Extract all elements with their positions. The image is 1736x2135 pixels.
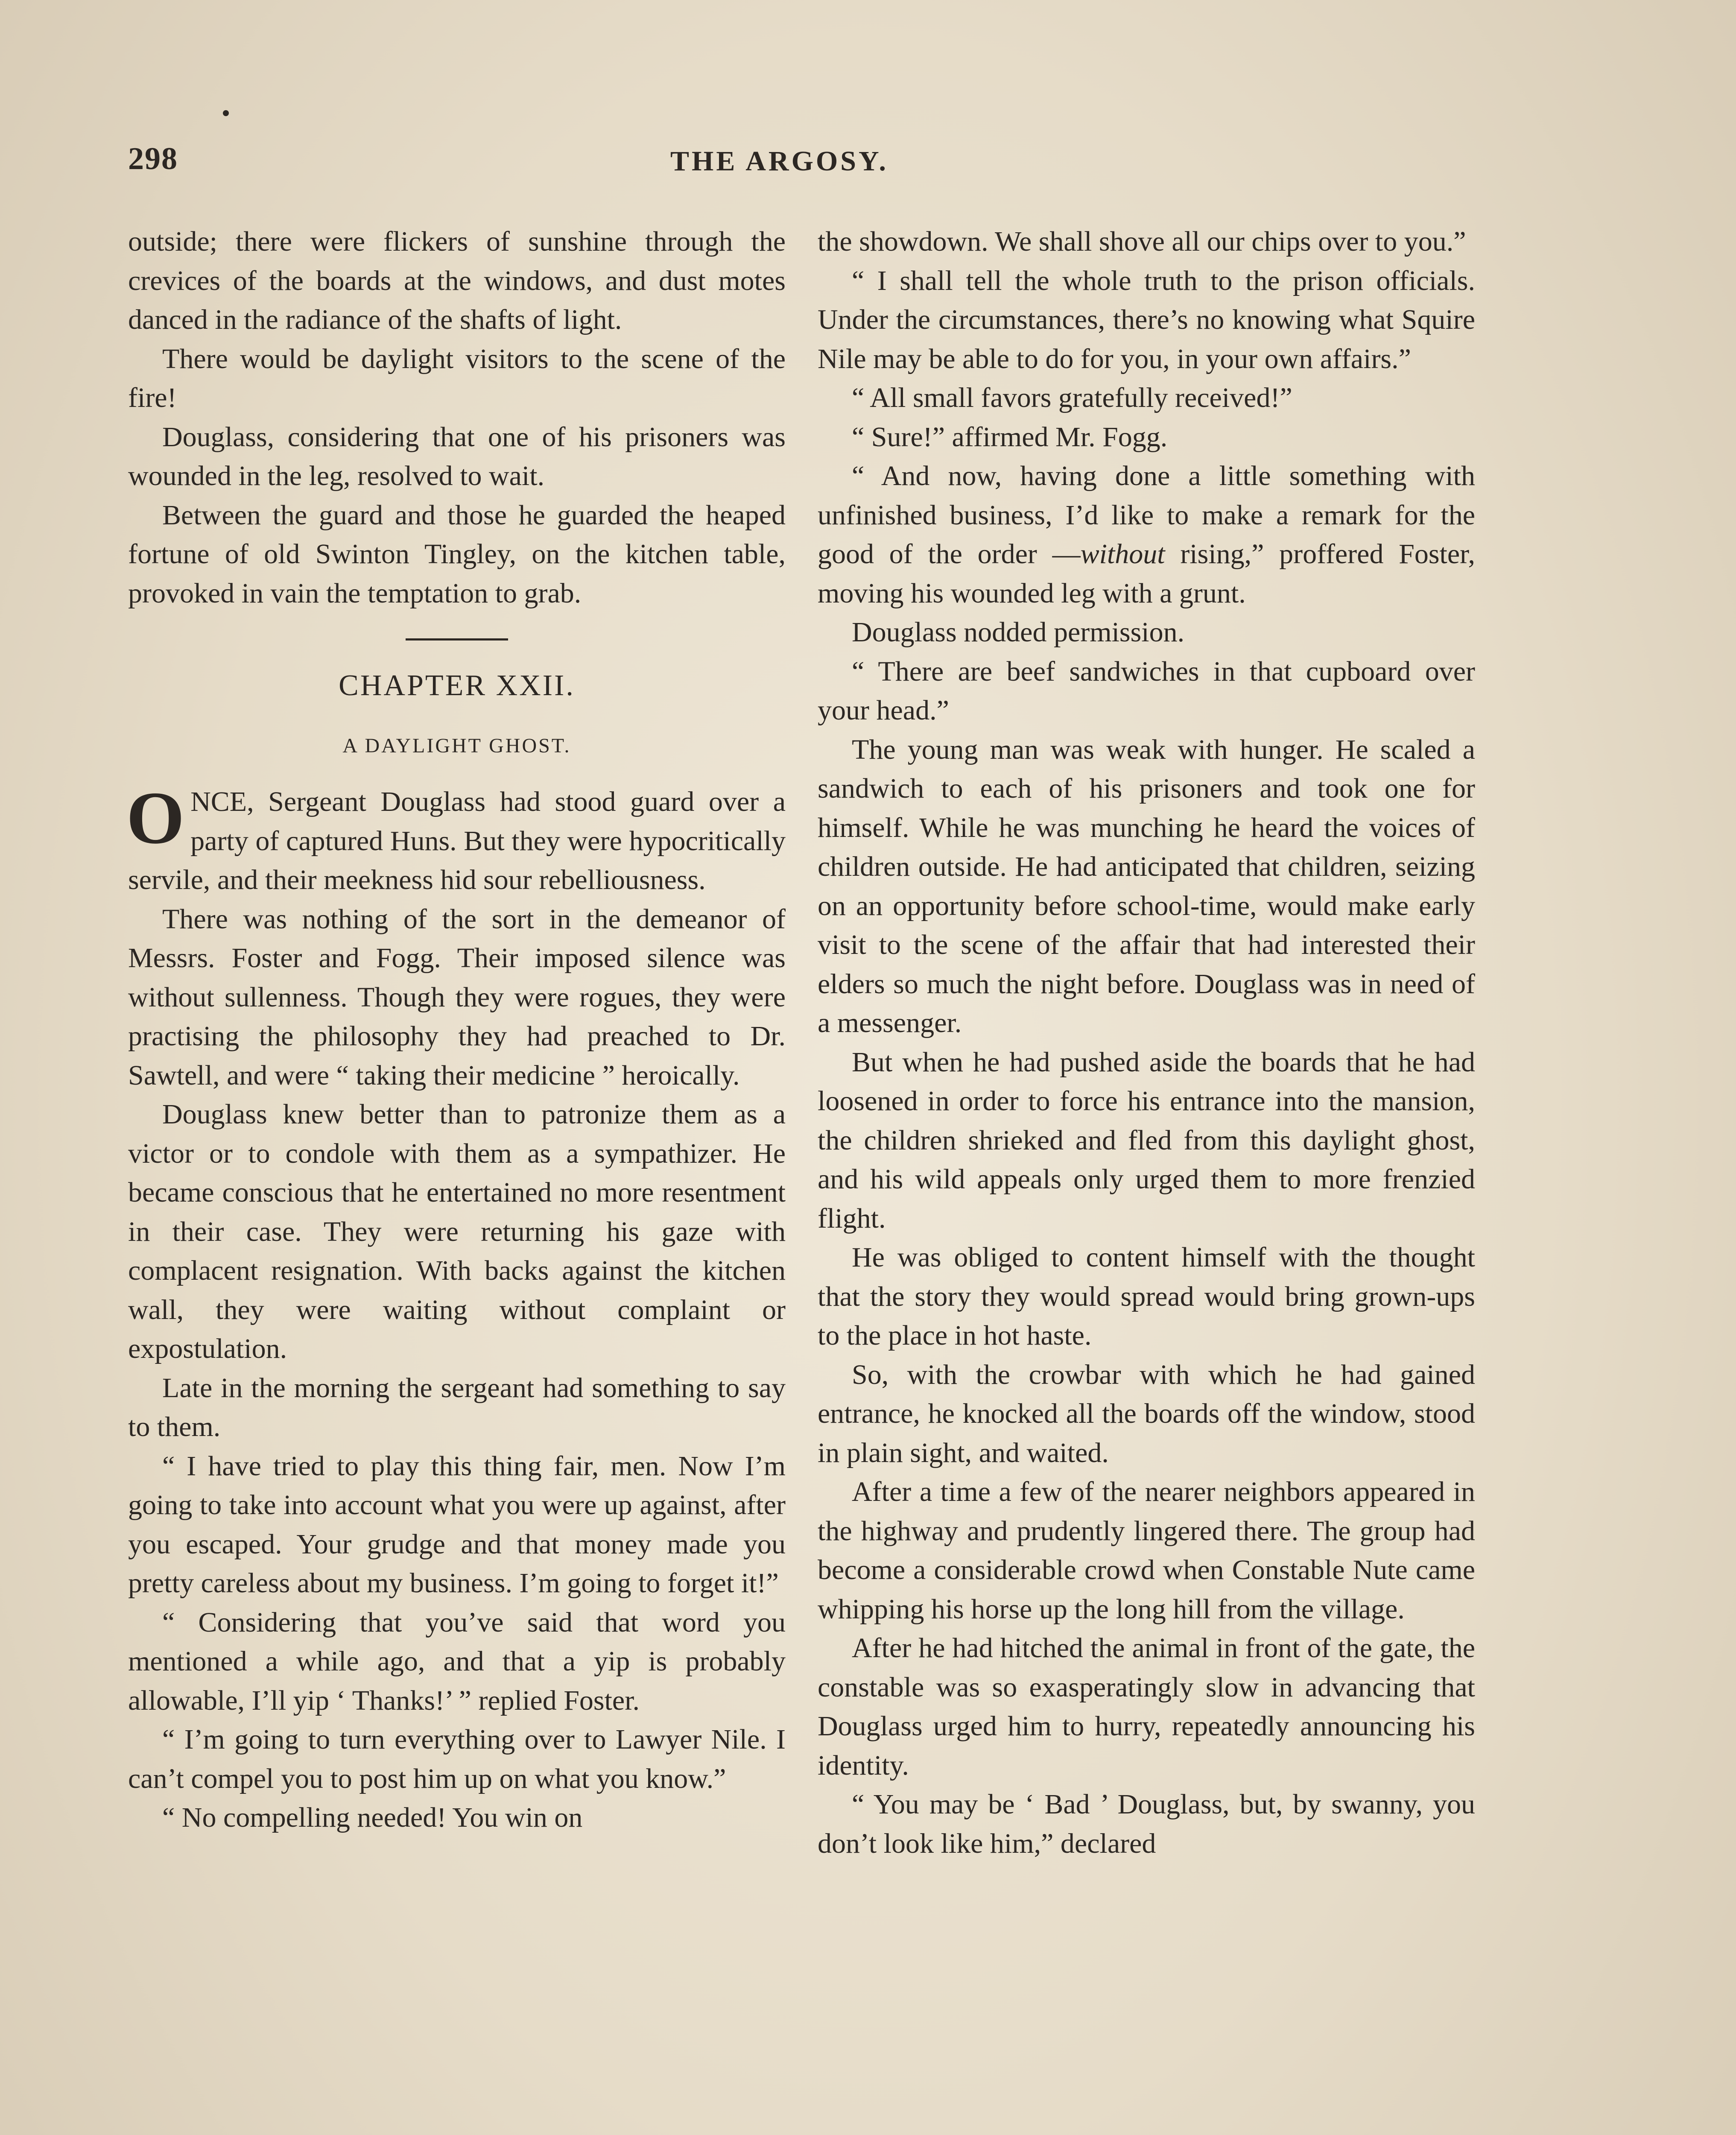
paragraph: “ All small favors gratefully received!” (852, 382, 1292, 413)
paragraph (818, 456, 1475, 613)
paragraph: After he had hitched the animal in front of the gate, the constable was so exasperatingly slow in advancing that Douglass urged him to hurry, repeatedly announcing his identity. (818, 1632, 1475, 1781)
section-divider (406, 638, 508, 640)
paragraph: “ I’m going to turn everything over to Lawyer Nile. I can’t compel you to post him up on what you know.” (128, 1724, 786, 1794)
paragraph-text: “ And now, having done a little something with unfinished business, I’d like to make a remark for the good of the order — (818, 460, 1475, 570)
paragraph: “ Considering that you’ve said that word you mentioned a while ago, and that a yip is probably allowable, I’ll yip ‘ Thanks!’ ” replied Foster. (128, 1606, 786, 1716)
page-number: 298 (128, 141, 178, 176)
paragraph: the showdown. We shall shove all our chips over to you.” (818, 226, 1466, 257)
paragraph: He was obliged to content himself with the thought that the story they would spread would bring grown-ups to the place in hot haste. (818, 1242, 1475, 1351)
paragraph-text: NCE, Sergeant Douglass had stood guard over a party of captured Huns. But they were hypocritically servile, and their meekness hid sour rebelliousness. (128, 786, 786, 895)
italic-word: without (1080, 538, 1165, 570)
ink-speck (223, 110, 229, 116)
paragraph: So, with the crowbar with which he had gained entrance, he knocked all the boards off the window, stood in plain sight, and waited. (818, 1359, 1475, 1468)
paragraph: After a time a few of the nearer neighbors appeared in the highway and prudently lingered there. The group had become a considerable crowd when Constable Nute came whipping his horse up the long hill from the village. (818, 1476, 1475, 1625)
paragraph: “ There are beef sandwiches in that cupboard over your head.” (818, 655, 1475, 726)
paragraph-text: rising,” proffered Foster, moving his wounded leg with a grunt. (818, 538, 1475, 609)
right-column (818, 222, 1475, 1863)
paragraph: There would be daylight visitors to the scene of the fire! (128, 343, 786, 413)
chapter-title: CHAPTER XXII. (339, 669, 575, 702)
paragraph: Douglass nodded permission. (852, 617, 1185, 648)
chapter-subtitle: A DAYLIGHT GHOST. (342, 734, 571, 757)
paragraph: There was nothing of the sort in the demeanor of Messrs. Foster and Fogg. Their imposed silence was without sullenness. Though they were rogues, they were practising the philosophy they had preached to Dr. Sawtell, and were “ taking their medicine ” heroically. (128, 903, 786, 1091)
paragraph: “ I have tried to play this thing fair, men. Now I’m going to take into account what you were up against, after you escaped. Your grudge and that money made you pretty careless about my business. I’m going to forget it!” (128, 1450, 786, 1599)
paragraph: Between the guard and those he guarded the heaped fortune of old Swinton Tingley, on the kitchen table, provoked in vain the temptation to grab. (128, 499, 786, 609)
paragraph: “ I shall tell the whole truth to the prison officials. Under the circumstances, there’s no knowing what Squire Nile may be able to do for you, in your own affairs.” (818, 265, 1475, 374)
paragraph: Douglass knew better than to patronize them as a victor or to condole with them as a sympathizer. He became conscious that he entertained no more resentment in their case. They were returning his gaze with complacent resignation. With backs against the kitchen wall, they were waiting without complaint or expostulation. (128, 1099, 786, 1364)
paragraph: outside; there were flickers of sunshine through the crevices of the boards at the windows, and dust motes danced in the radiance of the shafts of light. (128, 226, 786, 335)
paragraph: “ You may be ‘ Bad ’ Douglass, but, by swanny, you don’t look like him,” declared (818, 1789, 1475, 1859)
paragraph: Late in the morning the sergeant had something to say to them. (128, 1372, 786, 1442)
left-column (128, 222, 786, 1837)
paragraph: “ Sure!” affirmed Mr. Fogg. (852, 421, 1168, 453)
running-head: THE ARGOSY. (670, 146, 889, 177)
paragraph: The young man was weak with hunger. He scaled a sandwich to each of his prisoners and took one for himself. While he was munching he heard the voices of children outside. He had anticipated that children, seizing on an opportunity before school-time, would make early visit to the scene of the affair that had interested their elders so much the night before. Douglass was in need of a messenger. (818, 734, 1475, 1038)
chapter-opening-paragraph (126, 776, 786, 900)
paragraph: But when he had pushed aside the boards that he had loosened in order to force his entrance into the mansion, the children shrieked and fled from this daylight ghost, and his wild appeals only urged them to more frenzied flight. (818, 1046, 1475, 1234)
paragraph: Douglass, considering that one of his prisoners was wounded in the leg, resolved to wait. (128, 421, 786, 491)
drop-cap: O (126, 776, 185, 859)
paragraph: “ No compelling needed! You win on (162, 1802, 583, 1833)
